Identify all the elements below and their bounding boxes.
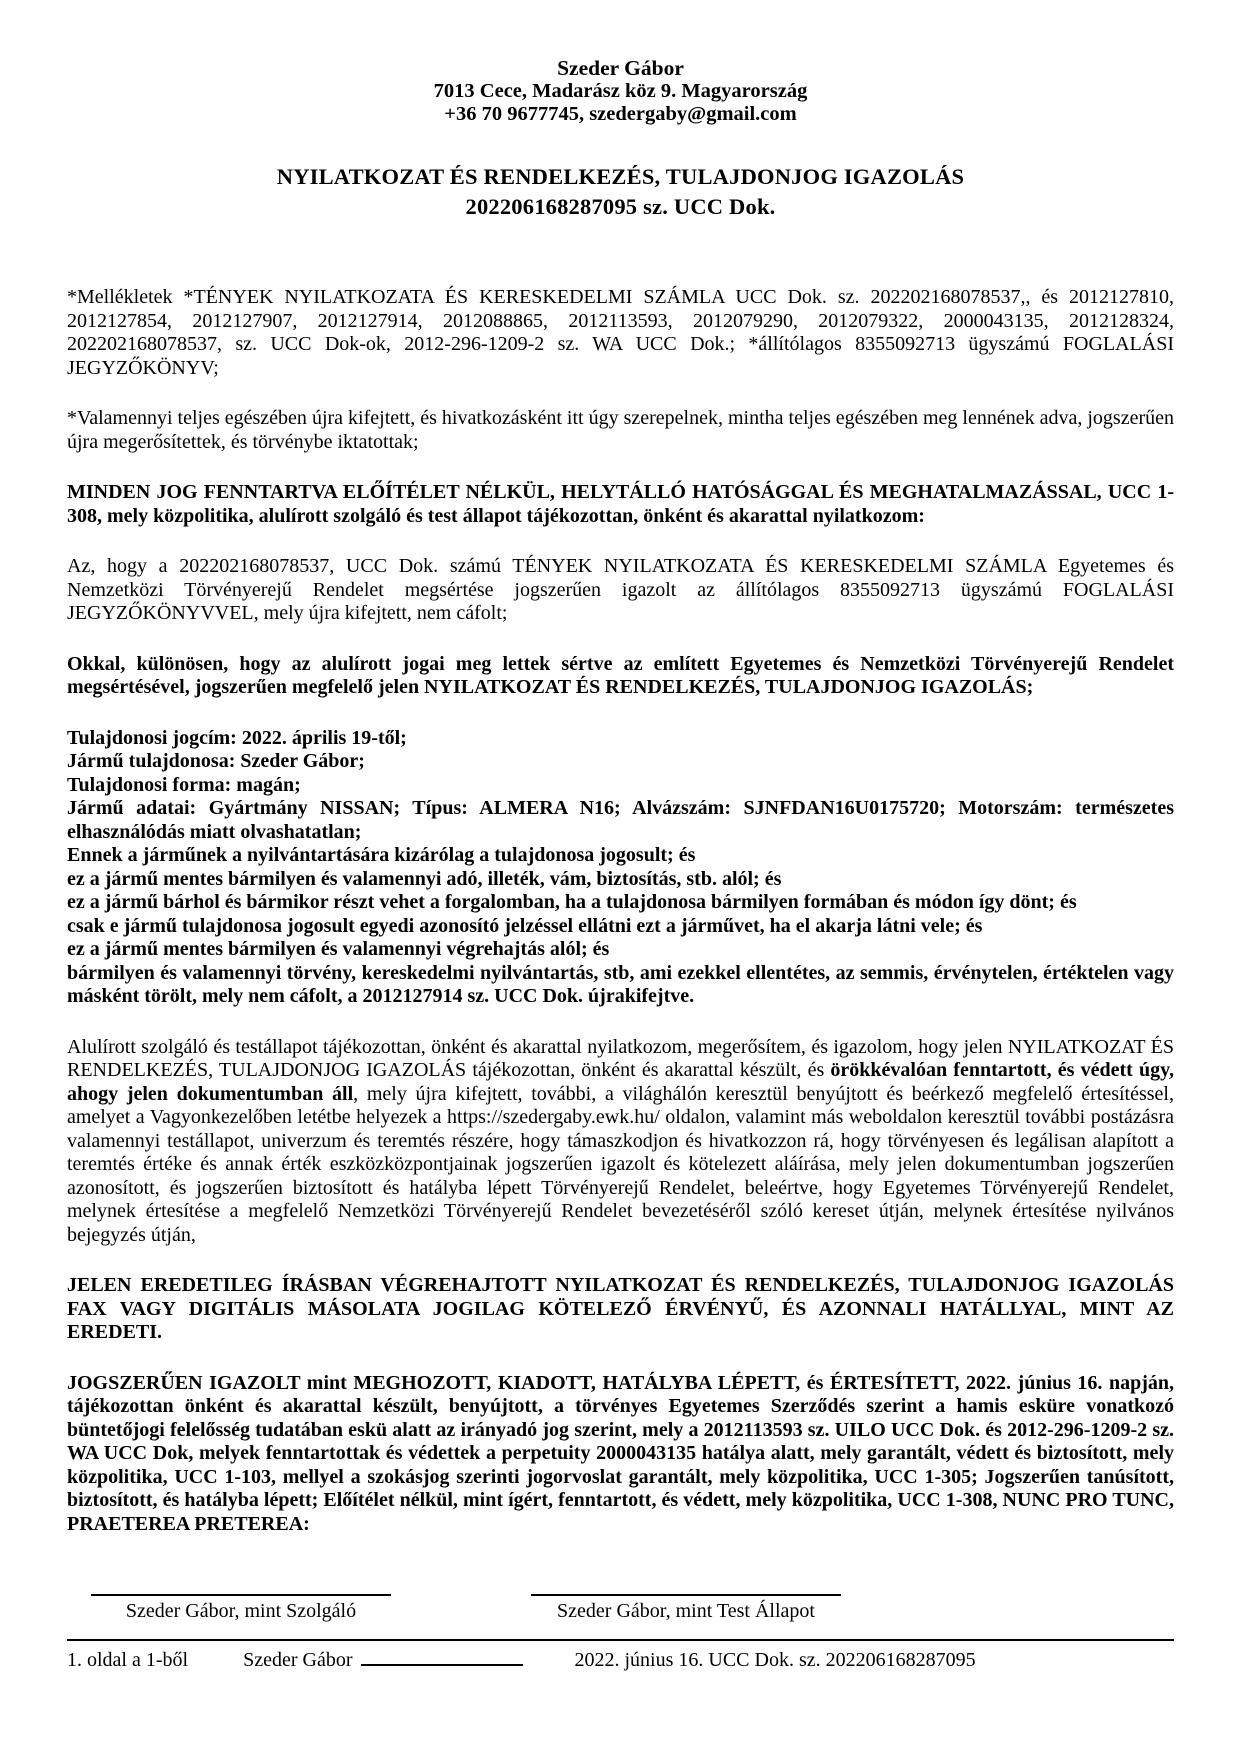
signature-label-left: Szeder Gábor, mint Szolgáló bbox=[125, 1600, 357, 1622]
signature-label-right: Szeder Gábor, mint Test Állapot bbox=[557, 1600, 815, 1622]
footer-doc-info: 2022. június 16. UCC Dok. sz. 202206168287095 bbox=[574, 1649, 976, 1671]
signature-line-left bbox=[91, 1580, 391, 1596]
ownership-line: Jármű adatai: Gyártmány NISSAN; Típus: ALMERA N16; Alvázszám: SJNFDAN16U0175720; Motorszám: természetes elhasználódás miatt olvashatatlan; bbox=[67, 797, 1174, 843]
ownership-details-list bbox=[67, 727, 1174, 1009]
author-contact: +36 70 9677745, szedergaby@gmail.com bbox=[444, 103, 797, 125]
document-title-line2: 202206168287095 sz. UCC Dok. bbox=[465, 194, 776, 219]
document-title bbox=[67, 162, 1174, 222]
restated-paragraph: *Valamennyi teljes egészében újra kifejtett, és hivatkozásként itt úgy szerepelnek, mintha teljes egészében meg lennének adva, jogszerűen újra megerősítettek, és törvénybe iktatottak; bbox=[67, 407, 1174, 453]
attachments-paragraph: *Mellékletek *TÉNYEK NYILATKOZATA ÉS KERESKEDELMI SZÁMLA UCC Dok. sz. 202202168078537,, és 2012127810, 2012127854, 2012127907, 2012127914, 2012088865, 2012113593, 2012079290, 2012079322, 2000043135, 2012128324, 202202168078537, sz. UCC Dok-ok, 2012-296-1209-2 sz. WA UCC Dok.; *állítólagos 8355092713 ügyszámú FOGLALÁSI JEGYZŐKÖNYV; bbox=[67, 286, 1174, 379]
ownership-line: Jármű tulajdonosa: Szeder Gábor; bbox=[67, 750, 365, 772]
ownership-line: Ennek a járműnek a nyilvántartására kizárólag a tulajdonosa jogosult; és bbox=[67, 844, 696, 866]
signature-left bbox=[91, 1580, 391, 1623]
declaration-text-before: Alulírott szolgáló és testállapot tájékozottan, önként és akarattal nyilatkozom, megerősítem, és igazolom, hogy jelen NYILATKOZAT ÉS RENDELKEZÉS, TULAJDONJOG IGAZOLÁS tájékozottan, önként és akarattal készült, és bbox=[67, 1035, 1174, 1081]
claim-paragraph: Az, hogy a 202202168078537, UCC Dok. számú TÉNYEK NYILATKOZATA ÉS KERESKEDELMI SZÁMLA Egyetemes és Nemzetközi Törvényerejű Rendelet megsértése jogszerűen igazolt az állítólagos 8355092713 ügyszámú FOGLALÁSI JEGYZŐKÖNYVVEL, mely újra kifejtett, nem cáfolt; bbox=[67, 555, 1174, 624]
document-title-line1: NYILATKOZAT ÉS RENDELKEZÉS, TULAJDONJOG IGAZOLÁS bbox=[276, 164, 965, 189]
declaration-text-bold: örökkévalóan fenntartott, és védett úgy, ahogy jelen dokumentumban áll bbox=[67, 1059, 1174, 1105]
ownership-line: ez a jármű bárhol és bármikor részt vehet a forgalomban, ha a tulajdonosa bármilyen formában és módon így dönt; és bbox=[67, 891, 1077, 913]
footer-signer bbox=[243, 1648, 522, 1672]
document-footer bbox=[67, 1641, 1174, 1672]
rights-reserved-paragraph: MINDEN JOG FENNTARTVA ELŐÍTÉLET NÉLKÜL, HELYTÁLLÓ HATÓSÁGGAL ÉS MEGHATALMAZÁSSAL, UCC 1-308, mely közpolitika, alulírott szolgáló és test állapot tájékozottan, önként és akarattal nyilatkozom: bbox=[67, 481, 1174, 527]
certification-paragraph: JOGSZERŰEN IGAZOLT mint MEGHOZOTT, KIADOTT, HATÁLYBA LÉPETT, és ÉRTESÍTETT, 2022. június 16. napján, tájékozottan önként és akarattal készült, benyújtott, a törvényes Egyetemes Szerződés szerint a hamis esküre vonatkozó büntetőjogi felelősség tudatában eskü alatt az irányadó jog szerint, mely a 2012113593 sz. UILO UCC Dok. és 2012-296-1209-2 sz. WA UCC Dok, melyek fenntartottak és védettek a perpetuity 2000043135 hatálya alatt, mely garantált, védett és biztosított, mely közpolitika, UCC 1-103, mellyel a szokásjog szerinti jogorvoslat garantált, mely közpolitika, UCC 1-305; Jogszerűen tanúsított, biztosított, és hatályba lépett; Előítélet nélkül, mint ígért, fenntartott, és védett, mely közpolitika, UCC 1-308, NUNC PRO TUNC, PRAETEREA PRETEREA: bbox=[67, 1371, 1174, 1535]
signature-block bbox=[67, 1580, 1174, 1623]
signature-right bbox=[531, 1580, 841, 1623]
footer-page-info: 1. oldal a 1-ből bbox=[67, 1649, 189, 1671]
ownership-line: Tulajdonosi jogcím: 2022. április 19-től; bbox=[67, 726, 407, 749]
signature-line-right bbox=[531, 1580, 841, 1596]
ownership-line: Tulajdonosi forma: magán; bbox=[67, 773, 301, 796]
ownership-line: bármilyen és valamennyi törvény, kereskedelmi nyilvántartás, stb, ami ezekkel ellentétes, az semmis, érvénytelen, értéktelen vagy másként törölt, mely nem cáfolt, a 2012127914 sz. UCC Dok. újrakifejtve. bbox=[67, 961, 1174, 1007]
author-name: Szeder Gábor bbox=[557, 56, 684, 80]
declaration-text-after: , mely újra kifejtett, további, a világhálón keresztül benyújtott és beérkező megfelelő értesítéssel, amelyet a Vagyonkezelőben letétbe helyezek a https://szedergaby.ewk.hu/ oldalon, valamint más weboldalon keresztül további postázásra valamennyi testállapot, univerzum és teremtés részére, hogy támaszkodjon és hivatkozzon rá, hogy törvényesen és legálisan alapított a teremtés értéke és annak érték eszközközpontjainak jogszerűen igazolt és kötelezett aláírása, mely jelen dokumentumban jogszerűen azonosított, és jogszerűen biztosított és hatályba lépett Törvényerejű Rendelet, beleértve, hogy Egyetemes Törvényerejű Rendelet, melynek értesítése a megfelelő Nemzetközi Törvényerejű Rendelet bevezetéséről szóló kereset útján, melynek értesítése nyilvános bejegyzés útján, bbox=[67, 1082, 1174, 1246]
reason-paragraph: Okkal, különösen, hogy az alulírott jogai meg lettek sértve az említett Egyetemes és Nemzetközi Törvényerejű Rendelet megsértésével, jogszerűen megfelelő jelen NYILATKOZAT ÉS RENDELKEZÉS, TULAJDONJOG IGAZOLÁS; bbox=[67, 652, 1174, 698]
copy-validity-paragraph: JELEN EREDETILEG ÍRÁSBAN VÉGREHAJTOTT NYILATKOZAT ÉS RENDELKEZÉS, TULAJDONJOG IGAZOLÁS FAX VAGY DIGITÁLIS MÁSOLATA JOGILAG KÖTELEZŐ ÉRVÉNYŰ, ÉS AZONNALI HATÁLLYAL, MINT AZ EREDETI. bbox=[67, 1274, 1174, 1343]
ownership-line: csak e jármű tulajdonosa jogosult egyedi azonosító jelzéssel ellátni ezt a járművet, ha el akarja látni vele; és bbox=[67, 914, 983, 937]
author-address: 7013 Cece, Madarász köz 9. Magyarország bbox=[433, 80, 808, 102]
ownership-line: ez a jármű mentes bármilyen és valamennyi adó, illeték, vám, biztosítás, stb. alól; és bbox=[67, 867, 782, 890]
declaration-paragraph bbox=[67, 1036, 1174, 1248]
footer-signer-name: Szeder Gábor bbox=[243, 1649, 353, 1671]
footer-signature-line bbox=[361, 1650, 523, 1666]
ownership-line: ez a jármű mentes bármilyen és valamennyi végrehajtás alól; és bbox=[67, 938, 610, 960]
document-header bbox=[67, 56, 1174, 126]
